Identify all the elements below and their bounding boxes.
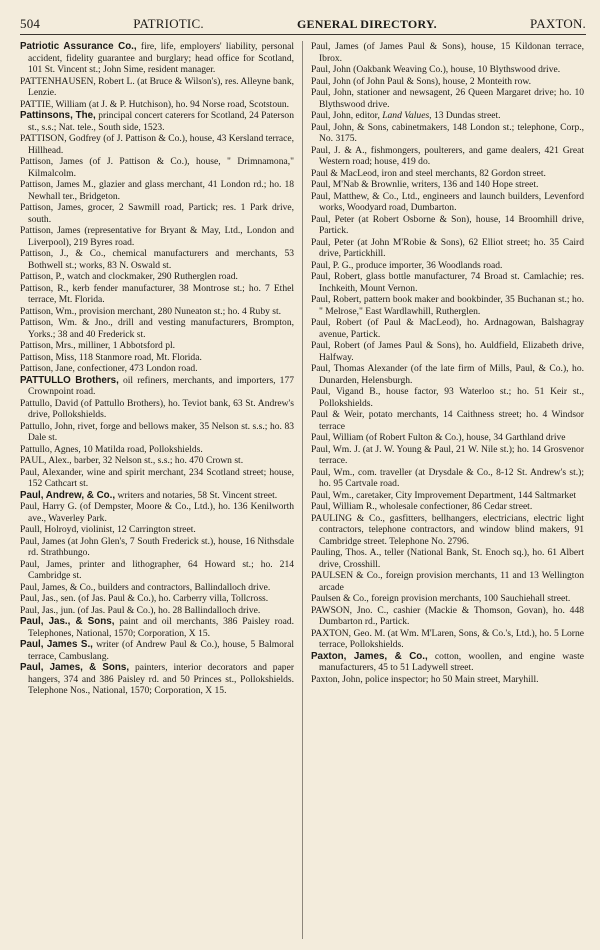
entry-text: Pattison, Wm., provision merchant, 280 Nuneaton st.; ho. 4 Ruby st.	[20, 305, 282, 317]
entry-text: PAULING & Co., gasfitters, bellhangers, electricians, electric light contractors, telephone contractors, and window blind makers, 91 Cambridge street. Telephone No. 2796.	[311, 512, 584, 547]
directory-entry	[311, 490, 584, 502]
entry-text: Pattison, Jane, confectioner, 473 London road.	[20, 363, 198, 374]
directory-entry	[311, 547, 584, 570]
entry-text: PATTISON, Godfrey (of J. Pattison & Co.), house, 43 Kersland terrace, Hillhead.	[20, 133, 294, 156]
entry-text: Paul, Alexander, wine and spirit merchant, 234 Scotland street; house, 152 Cathcart st.	[20, 466, 294, 489]
directory-entry	[311, 570, 584, 593]
entry-text: paint and oil merchants, 386 Paisley road. Telephones, National, 1570; Corporation, X 15.	[28, 616, 294, 639]
entry-text: Paul, Wm., com. traveller (at Drysdale & Co., 8-12 St. Andrew's st.); ho. 95 Cartvale road.	[311, 466, 584, 489]
entry-text: fire, life, employers' liability, personal accident, fidelity guarantee and burglary; head office for Scotland, 101 St. Vincent st.; John Sime, resident manager.	[28, 41, 294, 75]
entry-text: Paul, J. & A., fishmongers, poulterers, and game dealers, 421 Great Western road; house, 419 do.	[311, 144, 584, 167]
entry-text: Paul, Harry G. (of Dempster, Moore & Co., Ltd.), ho. 136 Kenilworth ave., Waverley Park.	[20, 501, 294, 524]
directory-entry	[20, 248, 294, 271]
directory-entry	[311, 340, 584, 363]
entry-text: Paul, Matthew, & Co., Ltd., engineers and launch builders, Levenford works, Woodyard road, Dumbarton.	[311, 190, 584, 213]
directory-entry	[311, 409, 584, 432]
entry-text: Paul, John, stationer and newsagent, 26 Queen Margaret drive; ho. 10 Blythswood drive.	[311, 87, 584, 110]
entry-text: Pattison, J., & Co., chemical manufacturers and merchants, 53 Bothwell st.; works, 83 N. Oswald st.	[20, 248, 294, 271]
directory-entry	[20, 225, 294, 248]
directory-entry	[20, 202, 294, 225]
header-right-word: PAXTON.	[530, 16, 586, 31]
entry-text: Paulsen & Co., foreign provision merchants, 100 Sauchiehall street.	[311, 593, 571, 604]
entry-name: Paul, James, & Sons,	[20, 662, 130, 673]
entry-text: Paul, James (of James Paul & Sons), house, 15 Kildonan terrace, Ibrox.	[311, 41, 584, 64]
directory-entry	[20, 421, 294, 444]
directory-entry	[311, 444, 584, 467]
entry-text: Paul, Peter (at John M'Robie & Sons), 62 Elliot street; ho. 35 Caird drive, Partickhill.	[311, 236, 584, 259]
entry-text: Paul, Jas., jun. (of Jas. Paul & Co.), ho. 28 Ballindalloch drive.	[20, 604, 261, 616]
directory-entry	[311, 260, 584, 272]
entry-text: Pattison, James (representative for Bryant & May, Ltd., London and Liverpool), 219 Byres road.	[20, 225, 294, 248]
entry-text: Pattison, James M., glazier and glass merchant, 41 London rd.; ho. 18 Newhall ter., Bridgeton.	[20, 179, 294, 202]
directory-entry	[311, 214, 584, 237]
page-header	[20, 14, 586, 35]
directory-entry	[311, 294, 584, 317]
header-left-word: PATRIOTIC.	[133, 16, 204, 31]
directory-entry	[20, 501, 294, 524]
entry-text: Paul, John (Oakbank Weaving Co.), house, 10 Blythswood drive.	[311, 64, 561, 75]
directory-entry	[20, 99, 294, 111]
directory-entry	[311, 237, 584, 260]
entry-text: Paul, William R., wholesale confectioner, 86 Cedar street.	[311, 501, 533, 512]
entry-name: Pattinsons, The,	[20, 110, 96, 121]
entry-name: Paul, Andrew, & Co.,	[20, 489, 116, 501]
entry-text: cotton, woollen, and engine waste manufacturers, 45 to 51 Ladywell street.	[319, 650, 585, 673]
directory-entry	[20, 662, 294, 697]
directory-columns	[20, 41, 586, 939]
directory-entry	[311, 432, 584, 444]
entry-text: Pattison, Miss, 118 Stanmore road, Mt. Florida.	[20, 351, 202, 363]
directory-entry	[311, 76, 584, 88]
entry-text: Paul, Jas., sen. (of Jas. Paul & Co.), ho. Carberry villa, Tollcross.	[20, 593, 269, 604]
directory-entry	[311, 179, 584, 191]
directory-entry	[311, 168, 584, 180]
directory-entry	[20, 283, 294, 306]
directory-entry	[20, 156, 294, 179]
entry-text: painters, interior decorators and paper hangers, 374 and 386 Paisley rd. and 50 Princes st., Pollokshields. Telephone Nos., National, 1570; Corporation, X 15.	[28, 662, 294, 696]
directory-entry	[311, 191, 584, 214]
entry-text: Paul, Robert, pattern book maker and bookbinder, 35 Buchanan st.; ho. " Melrose," East Wardlawhill, Rutherglen.	[311, 294, 584, 317]
directory-entry	[311, 41, 584, 64]
directory-entry	[311, 501, 584, 513]
entry-text: Pattison, P., watch and clockmaker, 290 Rutherglen road.	[20, 271, 238, 282]
directory-entry	[311, 87, 584, 110]
entry-text: Paul, Thomas Alexander (of the late firm of Mills, Paul, & Co.), ho. Dunarden, Helensburgh.	[311, 363, 584, 386]
directory-entry	[20, 306, 294, 318]
directory-entry	[311, 145, 584, 168]
directory-entry	[20, 317, 294, 340]
directory-entry	[20, 536, 294, 559]
directory-entry	[20, 179, 294, 202]
page-number: 504	[20, 16, 41, 31]
entry-text: writer (of Andrew Paul & Co.), house, 5 Balmoral terrace, Cambuslang.	[28, 639, 294, 662]
directory-entry	[311, 628, 584, 651]
directory-entry	[20, 76, 294, 99]
entry-text: Paul, P. G., produce importer, 36 Woodlands road.	[311, 259, 503, 271]
directory-entry	[20, 593, 294, 605]
entry-text: Pattullo, John, rivet, forge and bellows maker, 35 Nelson st. s.s.; ho. 83 Dale st.	[20, 420, 294, 443]
entry-text: Paul, Robert (of James Paul & Sons), ho. Auldfield, Elizabeth drive, Halfway.	[311, 340, 584, 363]
directory-entry	[311, 317, 584, 340]
directory-entry	[20, 639, 294, 662]
entry-text: Paul, William (of Robert Fulton & Co.), house, 34 Garthland drive	[311, 432, 566, 443]
entry-text: PAUL, Alex., barber, 32 Nelson st., s.s.; ho. 470 Crown st.	[20, 455, 244, 466]
entry-text: Paul, James (at John Glen's, 7 South Frederick st.), house, 16 Nithsdale rd. Strathbungo.	[20, 535, 294, 558]
directory-entry	[311, 513, 584, 548]
entry-text: Paull, Holroyd, violinist, 12 Carrington street.	[20, 524, 196, 535]
directory-entry	[311, 386, 584, 409]
directory-entry	[311, 593, 584, 605]
entry-text: Paul, Robert (of Paul & MacLeod), ho. Ardnagowan, Balshagray avenue, Partick.	[311, 317, 584, 340]
entry-name: Paxton, James, & Co.,	[311, 650, 428, 662]
directory-entry	[20, 455, 294, 467]
entry-text: Pattullo, David (of Pattullo Brothers), ho. Teviot bank, 63 St. Andrew's drive, Pollokshields.	[20, 397, 294, 420]
directory-entry	[311, 467, 584, 490]
directory-entry	[20, 582, 294, 594]
directory-entry	[20, 605, 294, 617]
entry-text: Paul, John, & Sons, cabinetmakers, 148 London st.; telephone, Corp., No. 3175.	[311, 121, 584, 144]
entry-text: Pattison, Wm. & Jno., drill and vesting manufacturers, Brompton, Yorks.; 38 and 40 Frederick st.	[20, 317, 294, 340]
entry-text: Paul, James, printer and lithographer, 64 Howard st.; ho. 214 Cambridge st.	[20, 558, 294, 581]
directory-entry	[20, 340, 294, 352]
entry-name: Paul, Jas., & Sons,	[20, 616, 115, 627]
entry-text: Paul, Wm., caretaker, City Improvement Department, 144 Saltmarket	[311, 489, 577, 501]
entry-name: Patriotic Assurance Co.,	[20, 41, 137, 52]
entry-text: Paul, Peter (at Robert Osborne & Son), house, 14 Broomhill drive, Partick.	[311, 213, 584, 236]
directory-entry	[311, 651, 584, 674]
left-column	[20, 41, 302, 939]
entry-text: Paul, John, editor,	[311, 110, 383, 121]
header-title: GENERAL DIRECTORY.	[296, 17, 437, 31]
directory-entry	[20, 110, 294, 133]
directory-entry	[20, 490, 294, 502]
entry-text-continued: 13 Dundas street.	[431, 110, 501, 121]
directory-entry	[311, 110, 584, 122]
entry-text: Paul, James, & Co., builders and contractors, Ballindalloch drive.	[20, 581, 271, 593]
entry-text: Paul, Robert, glass bottle manufacturer, 74 Broad st. Camlachie; res. Inchkeith, Mount Vernon.	[311, 271, 584, 294]
right-column	[302, 41, 584, 939]
entry-text: Paul, Vigand B., house factor, 93 Waterloo st.; ho. 51 Keir st., Pollokshields.	[311, 386, 584, 409]
entry-text: PATTENHAUSEN, Robert L. (at Bruce & Wilson's), res. Alleyne bank, Lenzie.	[20, 75, 294, 98]
entry-text: principal concert caterers for Scotland, 24 Paterson st., s.s.; Nat. tele., South side, 1523.	[28, 110, 294, 133]
directory-entry	[20, 271, 294, 283]
directory-entry	[20, 352, 294, 364]
directory-entry	[311, 363, 584, 386]
directory-entry	[20, 133, 294, 156]
entry-text: Paul, M'Nab & Brownlie, writers, 136 and 140 Hope street.	[311, 179, 539, 190]
entry-text: Paul & MacLeod, iron and steel merchants, 82 Gordon street.	[311, 167, 546, 179]
entry-text: Paul, Wm. J. (at J. W. Young & Paul, 21 W. Nile st.); ho. 14 Grosvenor terrace.	[311, 443, 584, 466]
directory-entry	[311, 64, 584, 76]
entry-text: PAWSON, Jno. C., cashier (Mackie & Thomson, Govan), ho. 448 Dumbarton rd., Partick.	[311, 604, 584, 627]
directory-entry	[311, 122, 584, 145]
directory-entry	[20, 363, 294, 375]
entry-italic: Land Values,	[382, 110, 432, 121]
directory-entry	[20, 559, 294, 582]
entry-text: PAULSEN & Co., foreign provision merchants, 11 and 13 Wellington arcade	[311, 570, 584, 593]
entry-text: PAXTON, Geo. M. (at Wm. M'Laren, Sons, & Co.'s, Ltd.), ho. 5 Lorne terrace, Pollokshields.	[311, 627, 584, 650]
directory-entry	[311, 674, 584, 686]
entry-text: PATTIE, William (at J. & P. Hutchison), ho. 94 Norse road, Scotstoun.	[20, 98, 290, 110]
directory-entry	[20, 616, 294, 639]
directory-entry	[20, 467, 294, 490]
entry-text: oil refiners, merchants, and importers, 177 Crownpoint road.	[28, 374, 295, 397]
directory-entry	[20, 524, 294, 536]
entry-text: Pattison, Mrs., milliner, 1 Abbotsford pl.	[20, 340, 176, 351]
entry-text: Pattullo, Agnes, 10 Matilda road, Pollokshields.	[20, 443, 203, 455]
directory-entry	[20, 41, 294, 76]
entry-text: Pattison, James (of J. Pattison & Co.), house, " Drimnamona," Kilmalcolm.	[20, 156, 294, 179]
entry-text: Pattison, James, grocer, 2 Sawmill road, Partick; res. 1 Park drive, south.	[20, 202, 294, 225]
directory-entry	[20, 444, 294, 456]
entry-text: Paul & Weir, potato merchants, 14 Caithness street; ho. 4 Windsor terrace	[311, 409, 584, 432]
directory-entry	[20, 375, 294, 398]
entry-text: Pattison, R., kerb fender manufacturer, 38 Montrose st.; ho. 7 Ethel terrace, Mt. Florida.	[20, 282, 294, 305]
entry-text: writers and notaries, 58 St. Vincent street.	[115, 489, 278, 501]
entry-name: PATTULLO Brothers,	[20, 374, 119, 386]
directory-entry	[20, 398, 294, 421]
directory-entry	[311, 605, 584, 628]
directory-entry	[311, 271, 584, 294]
entry-text: Paul, John (of John Paul & Sons), house, 2 Monteith row.	[311, 75, 532, 87]
entry-text: Paxton, John, police inspector; ho 50 Main street, Maryhill.	[311, 673, 539, 685]
entry-name: Paul, James S.,	[20, 639, 93, 650]
entry-text: Pauling, Thos. A., teller (National Bank, St. Enoch sq.), ho. 61 Albert drive, Crosshill.	[311, 547, 584, 570]
